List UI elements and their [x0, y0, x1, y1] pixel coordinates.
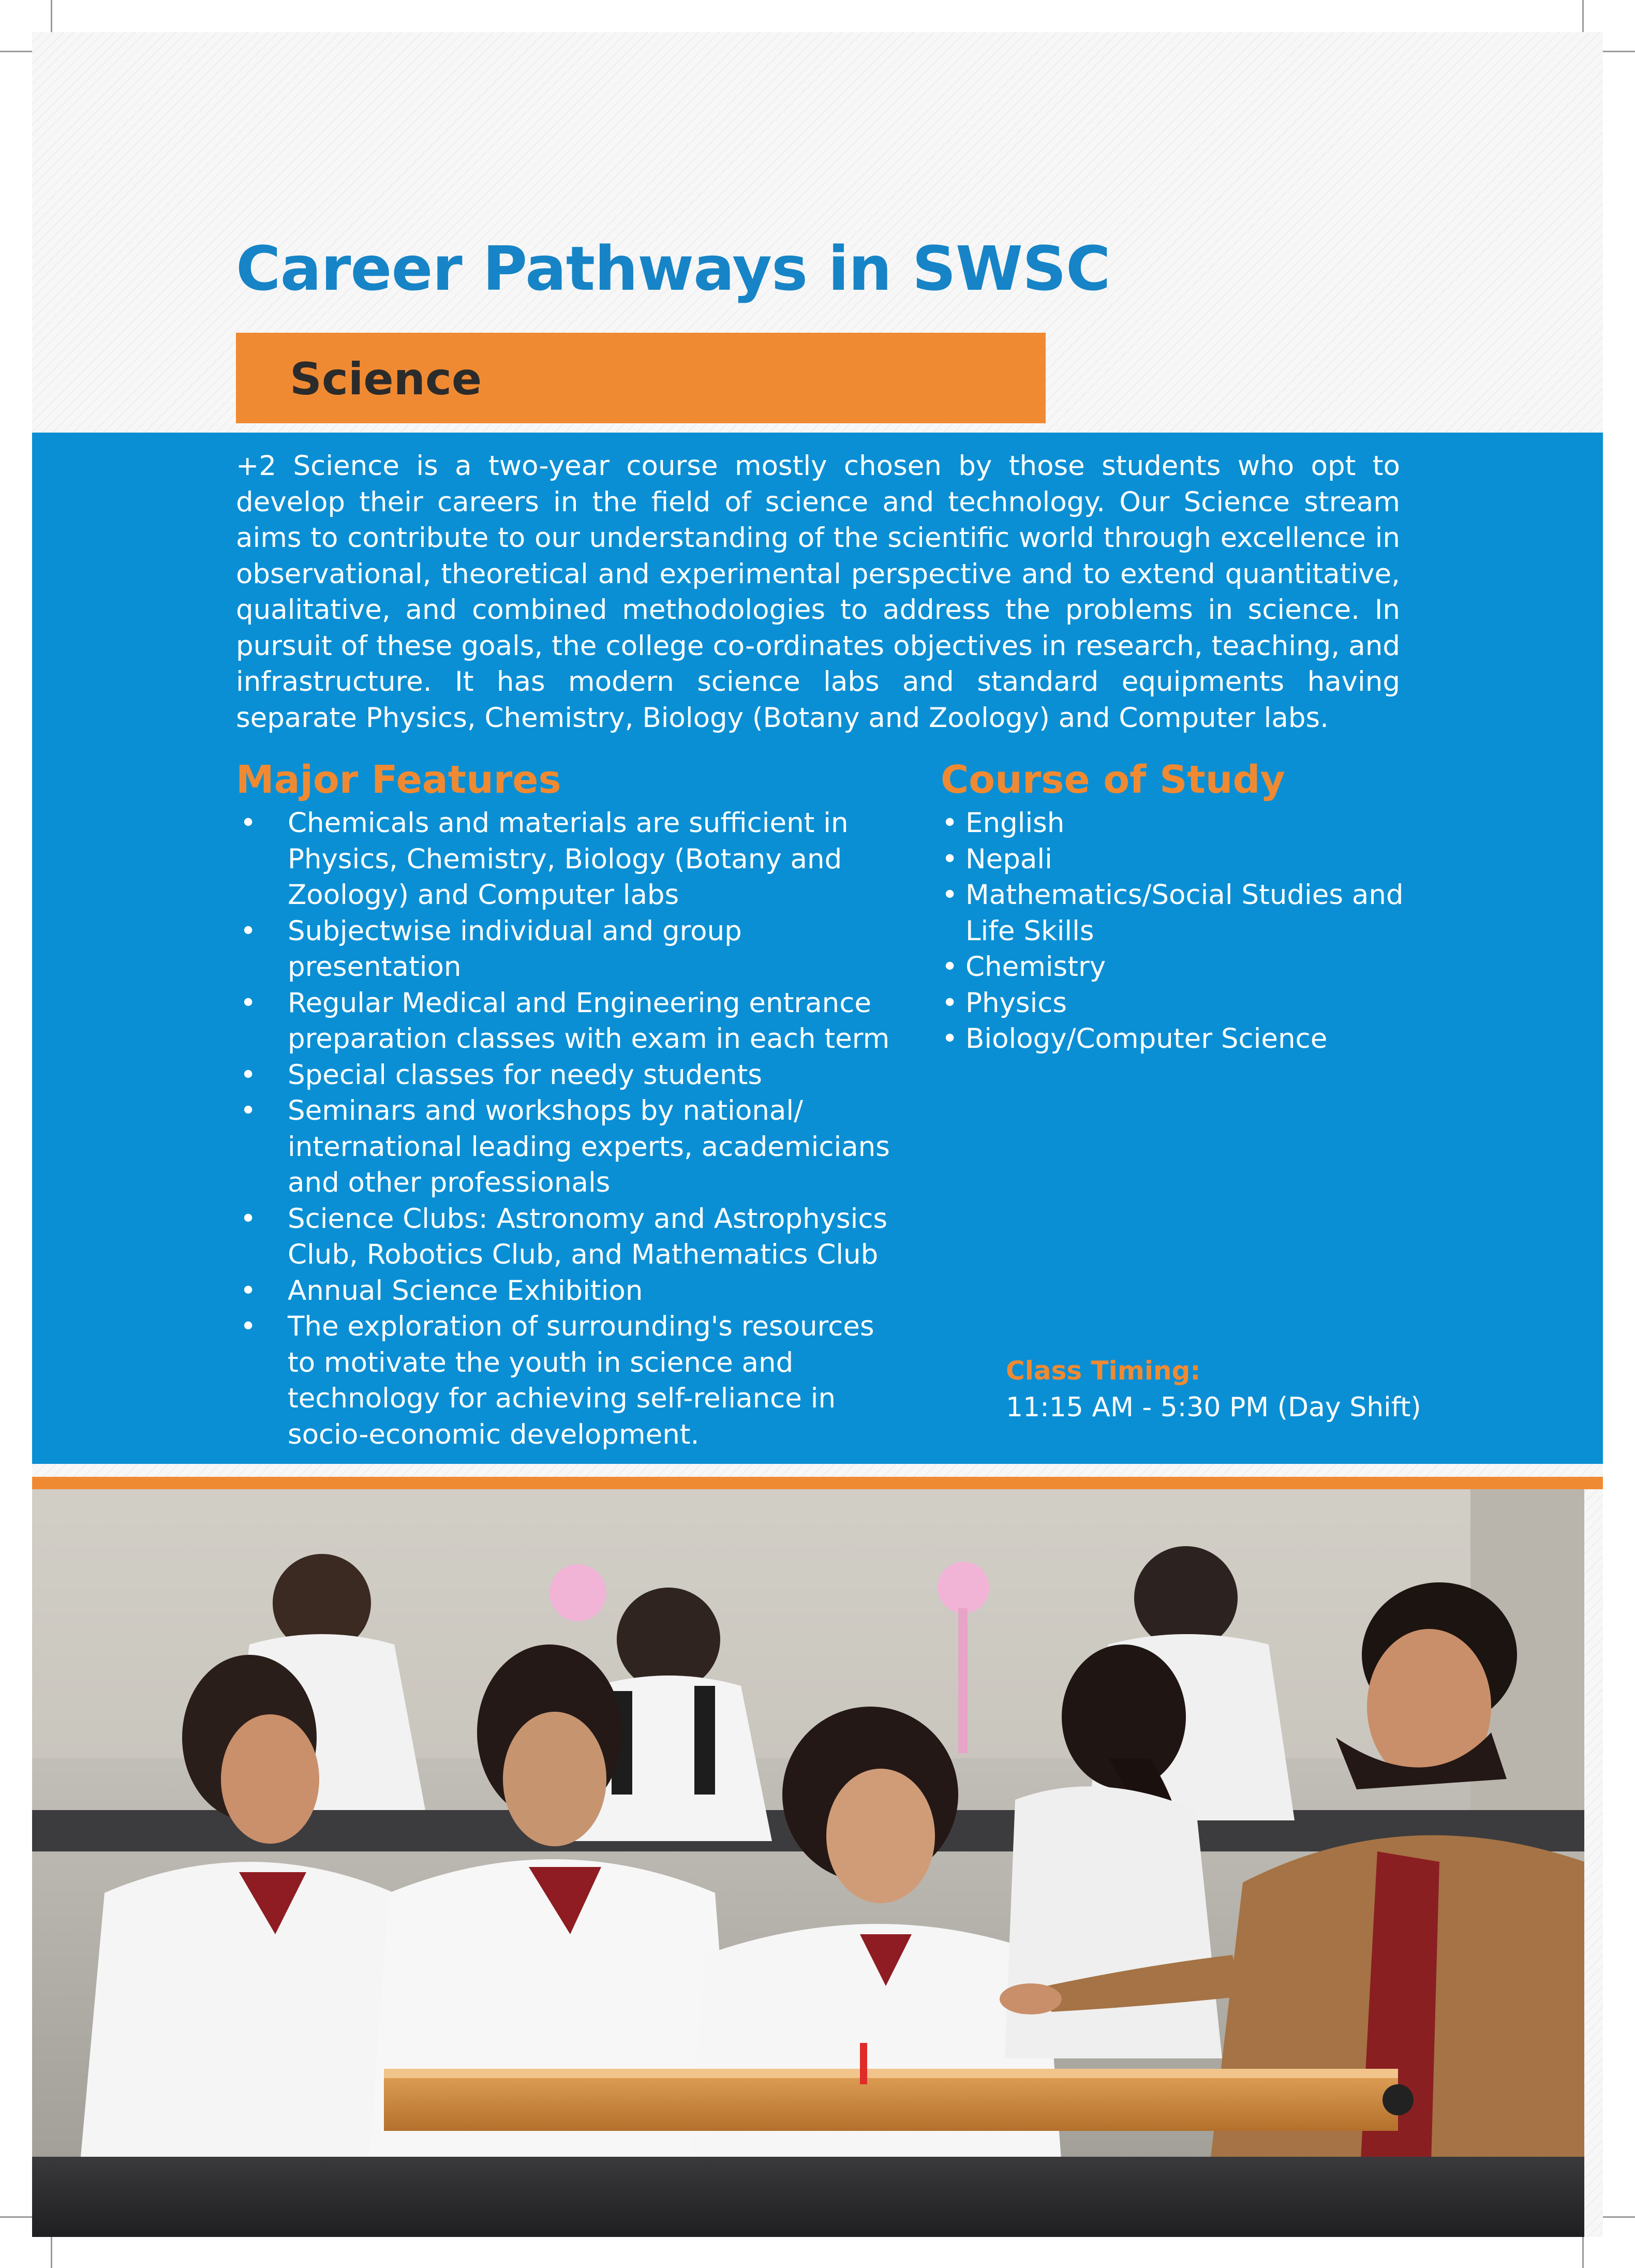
bullet-icon: •	[240, 1274, 257, 1307]
divider-strip	[32, 1477, 1603, 1489]
list-item	[941, 949, 1458, 985]
feature-text: Science Clubs: Astronomy and Astrophysics Club, Robotics Club, and Mathematics Club	[288, 1203, 888, 1270]
crop-mark	[0, 2216, 32, 2218]
list-item	[236, 805, 909, 913]
bullet-icon: •	[942, 879, 958, 911]
crop-mark	[51, 2237, 52, 2268]
list-item	[236, 1309, 909, 1452]
list-item	[941, 985, 1458, 1021]
course-text: Nepali	[965, 843, 1052, 875]
crop-mark	[1603, 51, 1635, 52]
list-item	[236, 1093, 909, 1201]
lab-photo-illustration	[32, 1489, 1584, 2237]
feature-text: Regular Medical and Engineering entrance preparation classes with exam in each term	[288, 987, 890, 1055]
class-timing-label: Class Timing:	[1006, 1356, 1201, 1386]
list-item	[941, 805, 1458, 841]
bullet-icon: •	[240, 1203, 257, 1235]
bullet-icon: •	[240, 1095, 257, 1126]
crop-mark	[1603, 2216, 1635, 2218]
feature-text: Subjectwise individual and group presentation	[288, 915, 742, 983]
course-text: Chemistry	[965, 951, 1106, 983]
bullet-icon: •	[240, 987, 257, 1019]
feature-text: The exploration of surrounding's resources to motivate the youth in science and technology for achieving self-reliance in socio-economic development.	[288, 1311, 874, 1450]
crop-mark	[0, 51, 32, 52]
list-item	[236, 913, 909, 985]
list-item	[236, 1057, 909, 1093]
course-text: English	[965, 807, 1065, 839]
list-item	[941, 877, 1458, 949]
bullet-icon: •	[942, 1023, 958, 1055]
class-timing-value: 11:15 AM - 5:30 PM (Day Shift)	[1006, 1392, 1421, 1423]
course-text: Physics	[965, 987, 1067, 1019]
feature-text: Annual Science Exhibition	[288, 1274, 643, 1307]
list-item	[941, 841, 1458, 878]
list-item	[941, 1021, 1458, 1057]
list-item	[236, 985, 909, 1057]
bullet-icon: •	[942, 807, 958, 839]
bullet-icon: •	[942, 843, 958, 875]
feature-text: Chemicals and materials are sufficient in Physics, Chemistry, Biology (Botany and Zoology) and Computer labs	[288, 807, 849, 911]
intro-paragraph: +2 Science is a two-year course mostly chosen by those students who opt to develop their careers in the field of science and technology. Our Science stream aims to contribute to our understanding of the scientific world through excellence in observational, theoretical and experimental perspective and to extend quantitative, qualitative, and combined methodologies to address the problems in science. In pursuit of these goals, the college co-ordinates objectives in research, teaching, and infrastructure. It has modern science labs and standard equipments having separate Physics, Chemistry, Biology (Botany and Zoology) and Computer labs.	[236, 450, 1400, 734]
lab-photo	[32, 1489, 1584, 2237]
page-title: Career Pathways in SWSC	[236, 233, 1110, 304]
course-text: Mathematics/Social Studies and Life Skills	[965, 879, 1404, 947]
course-text: Biology/Computer Science	[965, 1023, 1328, 1055]
list-item	[236, 1273, 909, 1309]
feature-text: Special classes for needy students	[288, 1059, 763, 1091]
features-heading: Major Features	[236, 758, 561, 802]
crop-mark	[1582, 2237, 1584, 2268]
bullet-icon: •	[942, 951, 958, 983]
bullet-icon: •	[240, 1059, 257, 1091]
crop-mark	[51, 0, 52, 32]
bullet-icon: •	[942, 987, 958, 1019]
features-list	[236, 805, 909, 1452]
bullet-icon: •	[240, 1311, 257, 1342]
course-heading: Course of Study	[941, 758, 1285, 802]
bullet-icon: •	[240, 915, 257, 947]
list-item	[236, 1201, 909, 1273]
section-title: Science	[290, 353, 482, 405]
course-list	[941, 805, 1458, 1057]
section-banner	[236, 333, 1046, 423]
bullet-icon: •	[240, 807, 257, 839]
feature-text: Seminars and workshops by national/ international leading experts, academicians and other professionals	[288, 1095, 890, 1198]
crop-mark	[1582, 0, 1584, 32]
